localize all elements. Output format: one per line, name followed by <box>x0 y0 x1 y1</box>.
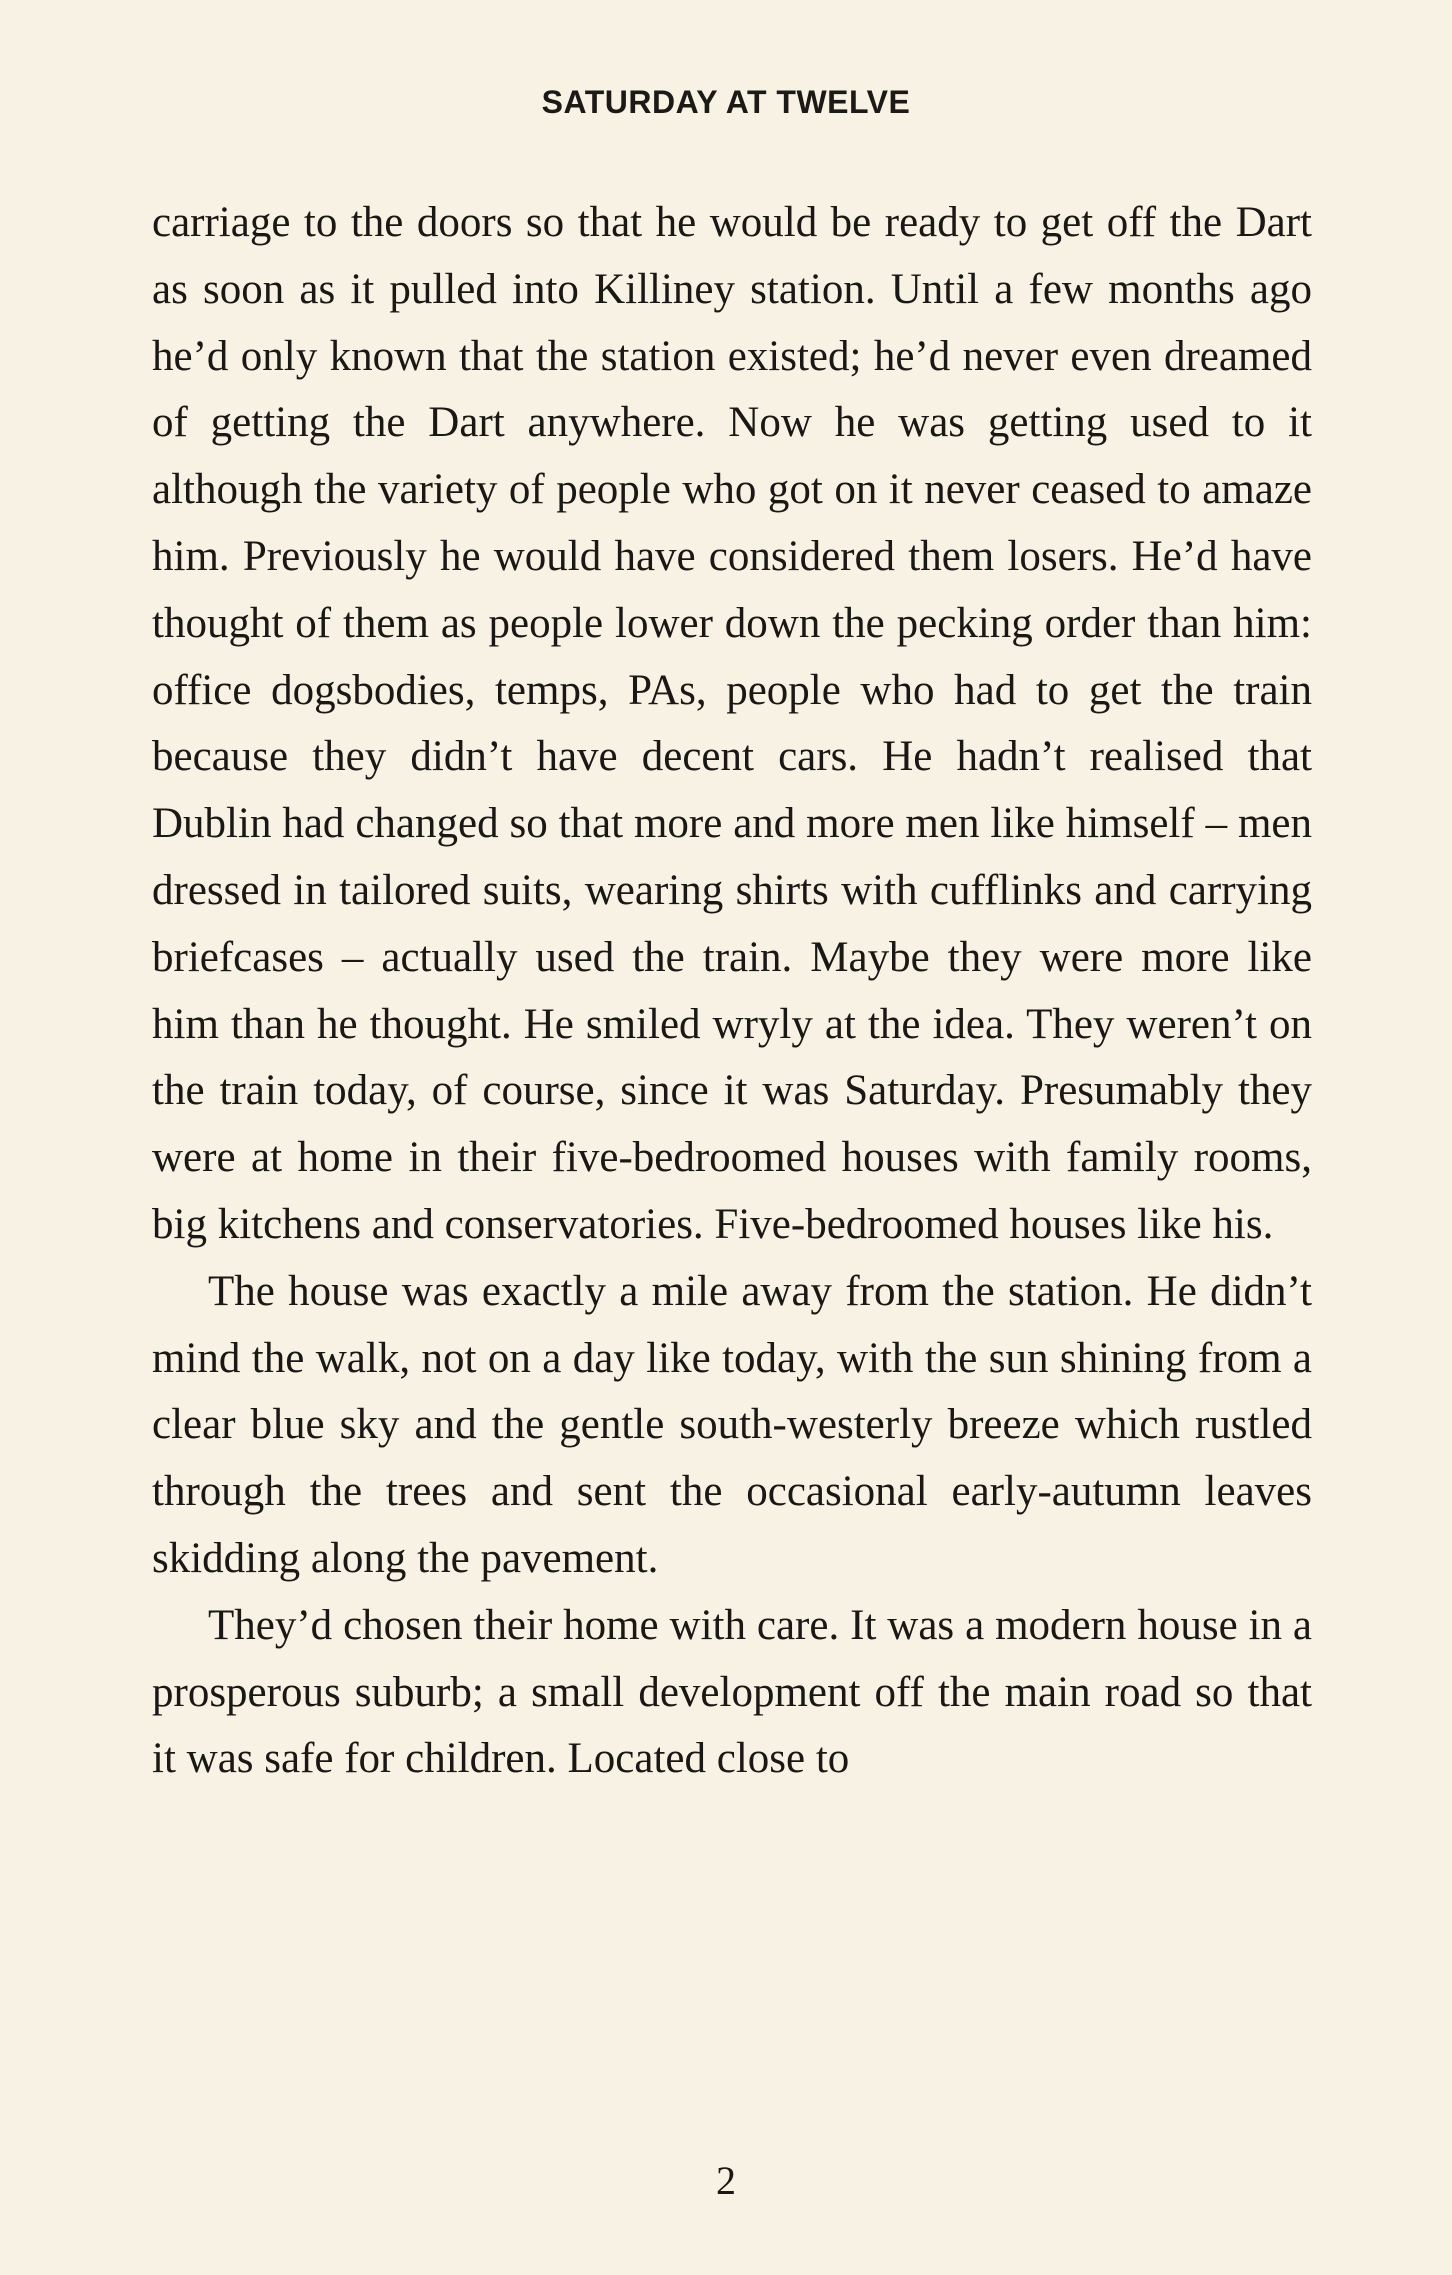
paragraph: carriage to the doors so that he would be ready to get off the Dart as soon as it pulled into Killiney station. Until a few months ago he’d only known that the station existed; he’d never even dreamed of getting the Dart anywhere. Now he was getting used to it although the variety of people who got on it never ceased to amaze him. Previously he would have considered them losers. He’d have thought of them as people lower down the pecking order than him: office dogsbodies, temps, PAs, people who had to get the train because they didn’t have decent cars. He hadn’t realised that Dublin had changed so that more and more men like himself – men dressed in tailored suits, wearing shirts with cufflinks and carrying briefcases – actually used the train. Maybe they were more like him than he thought. He smiled wryly at the idea. They weren’t on the train today, of course, since it was Saturday. Presumably they were at home in their five-bedroomed houses with family rooms, big kitchens and conservatories. Five-bedroomed houses like his. <box>152 199 1312 1248</box>
body-text <box>152 190 1312 1793</box>
paragraph: They’d chosen their home with care. It was a modern house in a prosperous suburb; a small development off the main road so that it was safe for children. Located close to <box>152 1601 1312 1783</box>
page-number: 2 <box>716 2158 736 2203</box>
paragraph: The house was exactly a mile away from the station. He didn’t mind the walk, not on a day like today, with the sun shining from a clear blue sky and the gentle south-westerly breeze which rustled through the trees and sent the occasional early-autumn leaves skidding along the pavement. <box>152 1267 1312 1582</box>
running-head: SATURDAY AT TWELVE <box>541 84 911 120</box>
